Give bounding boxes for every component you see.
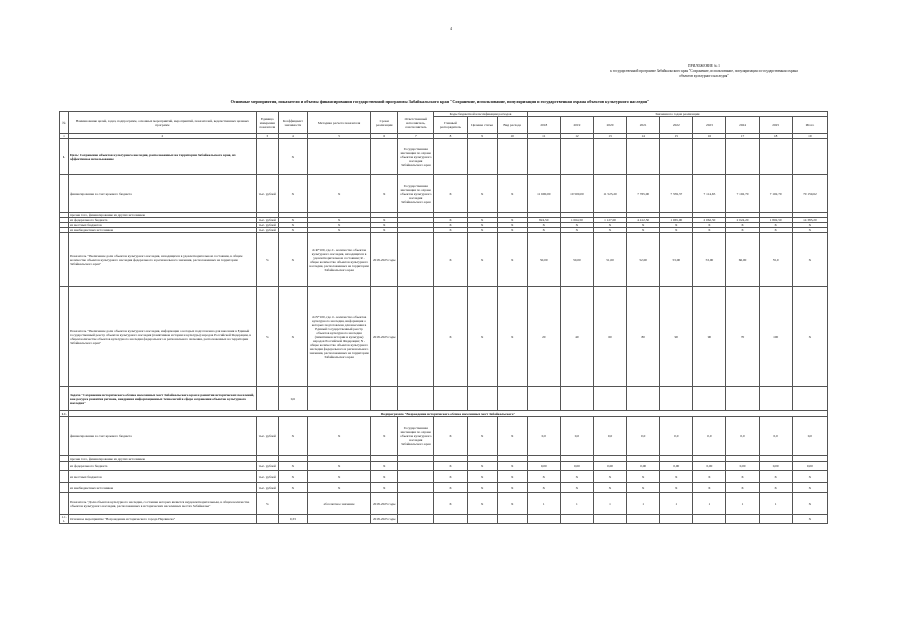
gr-cell: Х: [434, 471, 467, 483]
method-cell: d=R*100, где d - количество объектов культурного наследия, находящихся в удовлетворительном состоянии; R - общее количество объектов культурного наследия, расположенных на территории Забайкальского края: [307, 233, 370, 287]
coef-cell: Х: [278, 228, 307, 233]
unit-cell: %: [256, 287, 278, 387]
column-number: 13: [593, 134, 626, 139]
cs-cell: Х: [467, 175, 497, 213]
period-cell: 2018-2025 годы: [371, 233, 398, 287]
row-name: прочие того, финансирование из других источников: [69, 213, 257, 218]
period-cell: Х: [371, 223, 398, 228]
value-cell: 53,00: [693, 233, 726, 287]
table-row: [60, 417, 828, 456]
table-row: [60, 139, 828, 175]
period-cell: Х: [371, 175, 398, 213]
value-cell: 11 690,00: [527, 175, 560, 213]
header-period: Сроки реализации: [371, 112, 398, 134]
total-cell: Х: [792, 287, 827, 387]
vr-cell: Х: [497, 417, 527, 456]
task-name: Задача "Сохранение исторического облика населенных мест Забайкальского края и развития исторических поселений, как ресурса развития региона, внедрения информационных технологий в сфере сохранения объектов культурного наследия": [69, 387, 257, 411]
total-cell: Х: [792, 471, 827, 483]
vr-cell: Х: [497, 287, 527, 387]
value-cell: 7 114,65: [693, 175, 726, 213]
header-vr: Вид расхода: [497, 117, 527, 134]
value-cell: Х: [527, 223, 560, 228]
cs-cell: Х: [467, 417, 497, 456]
value-cell: 51,00: [593, 233, 626, 287]
coef-cell: Х: [278, 175, 307, 213]
value-cell: 1: [627, 493, 660, 515]
value-cell: 0,00: [726, 462, 759, 471]
total-cell: Х: [792, 493, 827, 515]
value-cell: Х: [527, 483, 560, 493]
value-cell: 53,00: [660, 233, 693, 287]
total-cell: 14 383,20: [792, 218, 827, 223]
value-cell: Х: [560, 223, 593, 228]
value-cell: Х: [693, 223, 726, 228]
resp-cell: Государственная инспекция по охране объектов культурного наследия Забайкальского края: [398, 417, 434, 456]
header-gr: Главный распорядитель: [434, 117, 467, 134]
table-row: [60, 493, 828, 515]
header-method: Методика расчета показателя: [307, 112, 370, 134]
row-name: из федерального бюджета: [69, 462, 257, 471]
column-number: 3: [256, 134, 278, 139]
column-number: 4: [278, 134, 307, 139]
column-number: 8: [434, 134, 467, 139]
column-number: 1: [60, 134, 69, 139]
value-cell: Х: [660, 483, 693, 493]
value-cell: Х: [627, 223, 660, 228]
total-cell: 70 159,62: [792, 175, 827, 213]
method-cell: Х: [307, 417, 370, 456]
gr-cell: Х: [434, 218, 467, 223]
coef-cell: Х: [278, 417, 307, 456]
value-cell: 0,0: [560, 417, 593, 456]
total-cell: Х: [792, 228, 827, 233]
value-cell: 0,00: [593, 462, 626, 471]
gr-cell: Х: [434, 287, 467, 387]
method-cell: Х: [307, 462, 370, 471]
value-cell: Х: [627, 228, 660, 233]
header-year: 2025: [759, 117, 792, 134]
page-number: 4: [450, 26, 452, 31]
appendix-block: [584, 64, 824, 79]
cs-cell: Х: [467, 228, 497, 233]
total-cell: Х: [792, 483, 827, 493]
value-cell: Х: [660, 471, 693, 483]
resp-cell: Государственная инспекция по охране объектов культурного наследия Забайкальского края: [398, 139, 434, 175]
table-body: [60, 139, 828, 524]
vr-cell: Х: [497, 228, 527, 233]
value-cell: 0,0: [693, 417, 726, 456]
header-budget: Коды бюджетной классификации расходов: [434, 112, 527, 117]
value-cell: 1: [693, 493, 726, 515]
value-cell: 2 024,20: [726, 218, 759, 223]
column-number: 6: [371, 134, 398, 139]
row-name: из внебюджетных источников: [69, 483, 257, 493]
cs-cell: Х: [467, 493, 497, 515]
method-cell: Х: [307, 471, 370, 483]
cs-cell: Х: [467, 233, 497, 287]
gr-cell: Х: [434, 483, 467, 493]
value-cell: 60: [593, 287, 626, 387]
value-cell: Х: [627, 471, 660, 483]
unit-cell: тыс. рублей: [256, 462, 278, 471]
coef-cell: Х: [278, 139, 307, 175]
value-cell: 1: [660, 493, 693, 515]
header-values: Значения по годам реализации: [527, 112, 827, 117]
coef-cell: Х: [278, 462, 307, 471]
vr-cell: Х: [497, 233, 527, 287]
cs-cell: Х: [467, 287, 497, 387]
table-header: [60, 112, 828, 139]
header-num: №: [60, 112, 69, 134]
value-cell: 7 359,37: [660, 175, 693, 213]
column-number: 19: [792, 134, 827, 139]
header-year: 2023: [693, 117, 726, 134]
row-name: финансирование за счет краевого бюджета: [69, 417, 257, 456]
period-cell: 2018-2025 годы: [371, 515, 398, 524]
value-cell: 70: [726, 287, 759, 387]
value-cell: Х: [726, 471, 759, 483]
coef-cell: Х: [278, 218, 307, 223]
value-cell: 1: [560, 493, 593, 515]
value-cell: 0,00: [660, 462, 693, 471]
value-cell: Х: [693, 228, 726, 233]
unit-cell: тыс. рублей: [256, 228, 278, 233]
period-cell: 2018-2025 годы: [371, 287, 398, 387]
coef-cell: Х: [278, 223, 307, 228]
program-table: [59, 111, 828, 524]
coef-cell: Х: [278, 287, 307, 387]
coef-cell: 0,33: [278, 515, 307, 524]
method-cell: d=N*100, где d - количество объектов культурного наследия, информация о которых подготовлена для внесения в Единый государственный реестр объектов культурного наследия (памятников истории и культуры) народов Российской Федерации; N - общее количество объектов культурного наследия федерального и регионального значения, расположенных на территории Забайкальского края: [307, 287, 370, 387]
vr-cell: Х: [497, 223, 527, 228]
row-name: из местных бюджетов: [69, 223, 257, 228]
activity-name: Основное мероприятие "Возрождение исторического города Нерчинска": [69, 515, 257, 524]
value-cell: 824,50: [527, 218, 560, 223]
indicator-name: Показатель "Доля объектов культурного наследия, состояние которых является неудовлетворительным, в общем количестве объектов культурного наследия, расположенных в исторических населенных местах Забайкалья": [69, 493, 257, 515]
row-num: 1.1.1.: [61, 515, 67, 523]
value-cell: 0,00: [627, 462, 660, 471]
table-row: [60, 483, 828, 493]
value-cell: Х: [527, 471, 560, 483]
value-cell: Х: [726, 483, 759, 493]
column-number: 17: [726, 134, 759, 139]
value-cell: Х: [726, 223, 759, 228]
header-total: Итого: [792, 117, 827, 134]
column-number: 12: [560, 134, 593, 139]
table-row: [60, 175, 828, 213]
value-cell: Х: [759, 471, 792, 483]
gr-cell: Х: [434, 223, 467, 228]
gr-cell: Х: [434, 233, 467, 287]
total-cell: Х: [792, 223, 827, 228]
method-cell: Х: [307, 483, 370, 493]
value-cell: 1 127,00: [593, 218, 626, 223]
row-num: 1.1.: [61, 411, 67, 416]
value-cell: 1 064,50: [560, 218, 593, 223]
period-cell: Х: [371, 228, 398, 233]
header-year: 2018: [527, 117, 560, 134]
period-cell: Х: [371, 462, 398, 471]
value-cell: Х: [593, 471, 626, 483]
header-year: 2019: [560, 117, 593, 134]
value-cell: 10 500,00: [560, 175, 593, 213]
value-cell: Х: [627, 483, 660, 493]
value-cell: 0,00: [560, 462, 593, 471]
value-cell: Х: [693, 471, 726, 483]
unit-cell: тыс. рублей: [256, 417, 278, 456]
value-cell: 90: [660, 287, 693, 387]
header-year: 2021: [627, 117, 660, 134]
period-cell: Х: [371, 471, 398, 483]
value-cell: 4 412,50: [627, 218, 660, 223]
cs-cell: Х: [467, 471, 497, 483]
value-cell: 1 802,50: [759, 218, 792, 223]
total-cell: Х: [792, 515, 827, 524]
row-num: 1.: [60, 139, 69, 175]
period-cell: Х: [371, 483, 398, 493]
cs-cell: Х: [467, 223, 497, 228]
total-cell: Х: [792, 233, 827, 287]
value-cell: 7 102,70: [759, 175, 792, 213]
table-row: [60, 462, 828, 471]
gr-cell: Х: [434, 417, 467, 456]
value-cell: 1: [593, 493, 626, 515]
value-cell: 0,0: [726, 417, 759, 456]
header-year: 2020: [593, 117, 626, 134]
row-name: из внебюджетных источников: [69, 228, 257, 233]
gr-cell: Х: [434, 493, 467, 515]
column-number: 7: [398, 134, 434, 139]
value-cell: 50,00: [527, 233, 560, 287]
row-name: из федерального бюджета: [69, 218, 257, 223]
value-cell: 55,0: [759, 233, 792, 287]
cs-cell: Х: [467, 483, 497, 493]
document-title: Основные мероприятия, показатели и объемы финансирования государственной программы Забайкальского края "Сохранение, использование, популяризация и государственная охрана объектов культурного наследия": [230, 99, 650, 104]
value-cell: 0,00: [527, 462, 560, 471]
cs-cell: Х: [467, 218, 497, 223]
indicator-name: Показатель "Увеличение доли объектов культурного наследия, информация о которых подготовлена для внесения в Единый государственный реестр объектов культурного наследия (памятников истории и культуры) народов Российской Федерации, в общем количестве объектов культурного наследия федерального и регионального значения, расположенных на территории Забайкальского края": [69, 287, 257, 387]
value-cell: 40: [560, 287, 593, 387]
coef-cell: Х: [278, 483, 307, 493]
value-cell: 1: [759, 493, 792, 515]
value-cell: 1: [726, 493, 759, 515]
value-cell: Х: [759, 483, 792, 493]
table-row: [60, 287, 828, 387]
total-cell: 0,00: [792, 462, 827, 471]
table-row: [60, 471, 828, 483]
subprogram-name: Подпрограмма "Возрождение исторического облика населенных мест Забайкальского": [69, 411, 828, 417]
method-cell: Х: [307, 175, 370, 213]
value-cell: Х: [759, 228, 792, 233]
value-cell: 50,00: [560, 233, 593, 287]
period-cell: 2018-2025 годы: [371, 493, 398, 515]
appendix-heading: ПРИЛОЖЕНИЕ № 1: [688, 64, 720, 68]
value-cell: Х: [660, 228, 693, 233]
value-cell: Х: [660, 223, 693, 228]
table-row: [60, 233, 828, 287]
value-cell: 0,00: [693, 462, 726, 471]
column-number: 15: [660, 134, 693, 139]
gr-cell: Х: [434, 228, 467, 233]
column-number: 10: [497, 134, 527, 139]
indicator-name: Показатель "Увеличение доли объектов культурного наследия, находящихся в удовлетворительном состоянии, в общем количестве объектов культурного наследия федерального и регионального значения, расположенных на территории Забайкальского края": [69, 233, 257, 287]
column-number: 14: [627, 134, 660, 139]
value-cell: 80: [627, 287, 660, 387]
header-name: Наименование целей, задач, подпрограмм, основных мероприятий, мероприятий, показателей, ведомственных целевых программ: [69, 112, 257, 134]
value-cell: 2 062,50: [693, 218, 726, 223]
value-cell: 7 102,70: [726, 175, 759, 213]
column-number: 9: [467, 134, 497, 139]
period-cell: Х: [371, 218, 398, 223]
unit-cell: %: [256, 493, 278, 515]
table-row: [60, 387, 828, 411]
value-cell: Х: [593, 228, 626, 233]
value-cell: 11 525,20: [593, 175, 626, 213]
header-cs: Целевая статья: [467, 117, 497, 134]
unit-cell: тыс. рублей: [256, 218, 278, 223]
header-year: 2022: [660, 117, 693, 134]
value-cell: Х: [759, 223, 792, 228]
cs-cell: Х: [467, 462, 497, 471]
value-cell: 90: [693, 287, 726, 387]
header-unit: Единица измерения показателя: [256, 112, 278, 134]
value-cell: 0,0: [527, 417, 560, 456]
vr-cell: Х: [497, 471, 527, 483]
value-cell: Х: [593, 223, 626, 228]
column-number: 5: [307, 134, 370, 139]
value-cell: 20: [527, 287, 560, 387]
value-cell: Х: [560, 471, 593, 483]
coef-cell: 0,6: [278, 387, 307, 411]
value-cell: 100: [759, 287, 792, 387]
value-cell: 1 065,00: [660, 218, 693, 223]
column-number: 18: [759, 134, 792, 139]
column-number: 2: [69, 134, 257, 139]
row-name: прочие того, финансирование из других источников: [69, 456, 257, 462]
value-cell: 0,00: [759, 462, 792, 471]
method-cell: абсолютное значение: [307, 493, 370, 515]
period-cell: Х: [371, 417, 398, 456]
vr-cell: Х: [497, 462, 527, 471]
coef-cell: Х: [278, 471, 307, 483]
method-cell: Х: [307, 223, 370, 228]
value-cell: 0,0: [627, 417, 660, 456]
method-cell: Х: [307, 218, 370, 223]
appendix-line-2: объектов культурного наследия": [679, 74, 729, 78]
value-cell: Х: [560, 228, 593, 233]
unit-cell: %: [256, 233, 278, 287]
unit-cell: тыс. рублей: [256, 471, 278, 483]
gr-cell: Х: [434, 462, 467, 471]
value-cell: 0,0: [660, 417, 693, 456]
row-name: из местных бюджетов: [69, 471, 257, 483]
header-coef: Коэффициент значимости: [278, 112, 307, 134]
value-cell: Х: [560, 483, 593, 493]
total-cell: 0,0: [792, 417, 827, 456]
table-row: [60, 515, 828, 524]
column-number: 16: [693, 134, 726, 139]
resp-cell: Государственная инспекция по охране объектов культурного наследия Забайкальского края: [398, 175, 434, 213]
vr-cell: Х: [497, 175, 527, 213]
value-cell: 1: [527, 493, 560, 515]
vr-cell: Х: [497, 493, 527, 515]
unit-cell: тыс. рублей: [256, 175, 278, 213]
value-cell: 52,00: [627, 233, 660, 287]
header-year: 2024: [726, 117, 759, 134]
vr-cell: Х: [497, 218, 527, 223]
row-name: финансирование за счет краевого бюджета: [69, 175, 257, 213]
value-cell: Х: [693, 483, 726, 493]
gr-cell: Х: [434, 175, 467, 213]
value-cell: 0,0: [759, 417, 792, 456]
appendix-line-1: к государственной программе Забайкальского края "Сохранение, использование, популяризация и государственная охрана: [610, 69, 798, 73]
vr-cell: Х: [497, 483, 527, 493]
unit-cell: тыс. рублей: [256, 483, 278, 493]
method-cell: Х: [307, 228, 370, 233]
header-resp: Ответственный исполнитель, соисполнитель: [398, 112, 434, 134]
unit-cell: тыс. рублей: [256, 223, 278, 228]
goal-name: Цель: Сохранение объектов культурного наследия, расположенных на территории Забайкальского края, их эффективное использование: [69, 139, 257, 175]
value-cell: Х: [726, 228, 759, 233]
value-cell: 66,00: [726, 233, 759, 287]
value-cell: 0,0: [593, 417, 626, 456]
value-cell: Х: [593, 483, 626, 493]
coef-cell: Х: [278, 233, 307, 287]
value-cell: 7 765,00: [627, 175, 660, 213]
value-cell: Х: [527, 228, 560, 233]
column-number: 11: [527, 134, 560, 139]
